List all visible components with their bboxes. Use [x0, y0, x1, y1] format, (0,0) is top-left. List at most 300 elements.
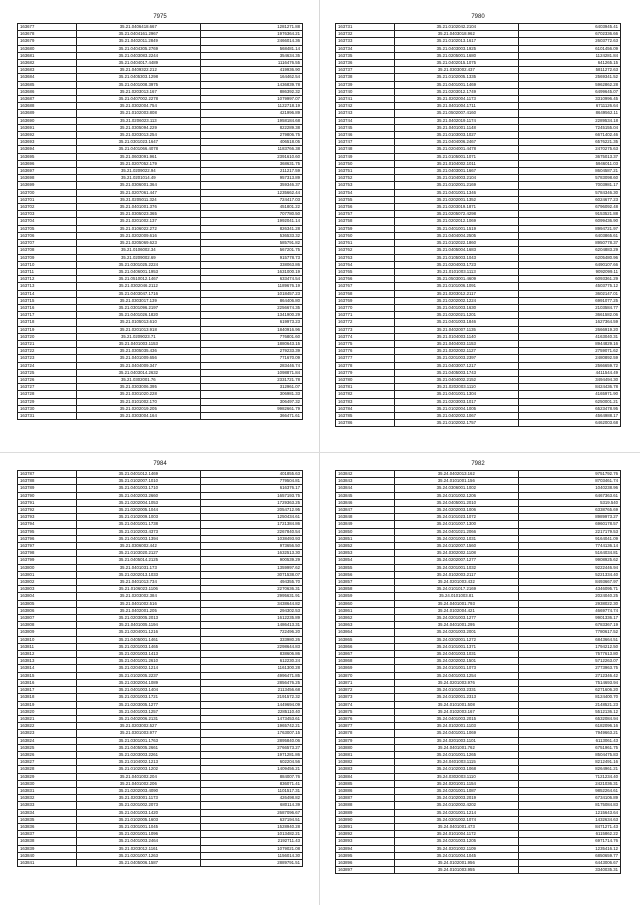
table-row: [18, 471, 303, 478]
row-id-cell: 163864: [336, 629, 395, 636]
reference-code-cell: 35.21.0201014.49: [76, 175, 200, 182]
table-row: [18, 160, 303, 167]
row-id-cell: 163844: [336, 485, 395, 492]
reference-code-cell: 35.21.0301001.1045: [76, 823, 200, 830]
reference-code-cell: 35.21.0404003.1153: [394, 340, 518, 347]
amount-cell: 1971281.86: [200, 751, 302, 758]
row-id-cell: 163701: [18, 196, 77, 203]
reference-code-cell: 35.21.0102013.1617: [394, 38, 518, 45]
reference-code-cell: 35.21.0404305.2769: [76, 45, 200, 52]
table-row: [336, 132, 621, 139]
row-id-cell: 163884: [336, 773, 395, 780]
row-id-cell: 163813: [18, 658, 77, 665]
table-row: [336, 240, 621, 247]
row-id-cell: 163822: [18, 723, 77, 730]
amount-cell: 9908925.62: [518, 557, 620, 564]
reference-code-cell: 35.21.0405003.1743: [394, 369, 518, 376]
amount-cell: 1079997.07: [200, 96, 302, 103]
table-row: [18, 376, 303, 383]
amount-cell: 838606.86: [200, 651, 302, 658]
reference-code-cell: 35.21.0402007.1135: [394, 326, 518, 333]
table-row: [18, 622, 303, 629]
table-row: [18, 67, 303, 74]
table-row: [336, 333, 621, 340]
amount-cell: 1721384.86: [200, 521, 302, 528]
amount-cell: 2895840.06: [200, 737, 302, 744]
row-id-cell: 163686: [18, 88, 77, 95]
row-id-cell: 163751: [336, 168, 395, 175]
row-id-cell: 163692: [18, 132, 77, 139]
amount-cell: 4346095.71: [518, 586, 620, 593]
reference-code-cell: 35.24.0101017.2169: [394, 586, 518, 593]
amount-cell: 2103584.77: [518, 304, 620, 311]
row-id-cell: 163746: [336, 132, 395, 139]
table-row: [336, 679, 621, 686]
table-row: [18, 45, 303, 52]
row-id-cell: 163799: [18, 557, 77, 564]
amount-cell: 6576221.35: [518, 139, 620, 146]
table-row: [18, 852, 303, 859]
data-table: [335, 470, 621, 874]
amount-cell: 7121234.40: [518, 773, 620, 780]
reference-code-cell: 35.24.0402013.162: [394, 471, 518, 478]
reference-code-cell: 35.21.0401003.2464: [76, 838, 200, 845]
reference-code-cell: 35.24.0201003.976: [394, 679, 518, 686]
table-row: [18, 550, 303, 557]
amount-cell: 900539.29: [200, 557, 302, 564]
row-id-cell: 163704: [18, 218, 77, 225]
amount-cell: 641265.15: [518, 60, 620, 67]
table-row: [18, 283, 303, 290]
amount-cell: 8504475.83: [518, 751, 620, 758]
row-id-cell: 163819: [18, 701, 77, 708]
row-id-cell: 163715: [18, 297, 77, 304]
amount-cell: 2773963.75: [518, 665, 620, 672]
amount-cell: 1627364.59: [518, 319, 620, 326]
amount-cell: 164462.54: [200, 74, 302, 81]
reference-code-cell: 35.21.0203003.1017: [394, 398, 518, 405]
table-row: [336, 297, 621, 304]
amount-cell: 279233.39: [200, 348, 302, 355]
amount-cell: 2687096.67: [200, 809, 302, 816]
panel-title: 7975: [153, 14, 167, 20]
row-id-cell: 163891: [336, 823, 395, 830]
reference-code-cell: 35.21.0202002.1224: [394, 297, 518, 304]
table-row: [336, 124, 621, 131]
amount-cell: 5221334.40: [518, 571, 620, 578]
reference-code-cell: 35.21.0202003.4090: [76, 787, 200, 794]
reference-code-cell: 35.21.0401001.1304: [394, 391, 518, 398]
reference-code-cell: 35.21.0204002.1214: [76, 665, 200, 672]
amount-cell: 915778.73: [200, 254, 302, 261]
reference-code-cell: 35.21.0404161.2967: [76, 31, 200, 38]
table-row: [18, 340, 303, 347]
table-row: [18, 521, 303, 528]
table-row: [18, 485, 303, 492]
table-row: [336, 218, 621, 225]
reference-code-cell: 35.21.0201003.1413: [76, 651, 200, 658]
row-id-cell: 163708: [18, 247, 77, 254]
reference-code-cell: 35.21.0402001.205: [76, 607, 200, 614]
amount-cell: 9222446.94: [518, 564, 620, 571]
row-id-cell: 163881: [336, 751, 395, 758]
table-row: [18, 405, 303, 412]
row-id-cell: 163818: [18, 694, 77, 701]
amount-cell: 3494494.30: [518, 376, 620, 383]
table-row: [336, 261, 621, 268]
table-row: [336, 471, 621, 478]
panel-title: 7980: [471, 14, 485, 20]
amount-cell: 6971714.76: [518, 838, 620, 845]
table-row: [336, 737, 621, 744]
row-id-cell: 163853: [336, 550, 395, 557]
row-id-cell: 163713: [18, 283, 77, 290]
row-id-cell: 163697: [18, 168, 77, 175]
amount-cell: 1432634.63: [518, 816, 620, 823]
row-id-cell: 163861: [336, 607, 395, 614]
amount-cell: 2566659.72: [518, 362, 620, 369]
table-row: [18, 586, 303, 593]
table-row: [18, 802, 303, 809]
amount-cell: 2938022.30: [518, 600, 620, 607]
row-id-cell: 163736: [336, 60, 395, 67]
amount-cell: 6024677.23: [518, 196, 620, 203]
amount-cell: 2148521.23: [518, 701, 620, 708]
amount-cell: 1281271.88: [200, 24, 302, 31]
reference-code-cell: 35.21.0202005.1044: [76, 507, 200, 514]
table-row: [336, 823, 621, 830]
table-row: [18, 730, 303, 737]
row-id-cell: 163839: [18, 845, 77, 852]
amount-cell: 312961.07: [200, 384, 302, 391]
reference-code-cell: 35.24.0202007.1277: [394, 557, 518, 564]
table-row: [18, 694, 303, 701]
reference-code-cell: 35.21.0303017.139: [76, 297, 200, 304]
row-id-cell: 163831: [18, 787, 77, 794]
reference-code-cell: 35.24.0102007.1560: [394, 543, 518, 550]
reference-code-cell: 35.24.0201002.1031: [394, 535, 518, 542]
row-id-cell: 163747: [336, 139, 395, 146]
table-row: [336, 687, 621, 694]
row-id-cell: 163731: [336, 24, 395, 31]
row-id-cell: 163893: [336, 838, 395, 845]
reference-code-cell: 35.21.0302004.754: [76, 103, 200, 110]
table-row: [18, 507, 303, 514]
amount-cell: 6467363.61: [518, 492, 620, 499]
table-row: [336, 672, 621, 679]
row-id-cell: 163740: [336, 88, 395, 95]
row-id-cell: 163803: [18, 586, 77, 593]
amount-cell: 7003981.17: [518, 182, 620, 189]
row-id-cell: 163681: [18, 52, 77, 59]
reference-code-cell: 35.24.0201003.2001: [394, 629, 518, 636]
table-row: [18, 859, 303, 866]
table-row: [336, 600, 621, 607]
row-id-cell: 163786: [336, 420, 395, 427]
amount-cell: 1436839.78: [200, 81, 302, 88]
table-row: [336, 528, 621, 535]
table-row: [336, 24, 621, 31]
reference-code-cell: 35.21.0202013.1033: [76, 571, 200, 578]
amount-cell: 826341.28: [200, 225, 302, 232]
row-id-cell: 163714: [18, 290, 77, 297]
row-id-cell: 163860: [336, 600, 395, 607]
reference-code-cell: 35.21.0401004.1711: [394, 103, 518, 110]
amount-cell: 2759071.62: [518, 348, 620, 355]
row-id-cell: 163817: [18, 687, 77, 694]
reference-code-cell: 35.21.0201003.2397: [394, 355, 518, 362]
table-row: [18, 514, 303, 521]
table-row: [18, 38, 303, 45]
amount-cell: 9982661.79: [200, 405, 302, 412]
row-id-cell: 163693: [18, 139, 77, 146]
amount-cell: 6671402.46: [518, 132, 620, 139]
row-id-cell: 163855: [336, 564, 395, 571]
amount-cell: 306497.32: [200, 398, 302, 405]
table-row: [336, 67, 621, 74]
table-row: [336, 81, 621, 88]
reference-code-cell: 35.21.0102007.1010: [76, 478, 200, 485]
reference-code-cell: 35.24.0202001.1272: [394, 636, 518, 643]
row-id-cell: 163728: [18, 391, 77, 398]
row-id-cell: 163810: [18, 636, 77, 643]
amount-cell: 5962862.28: [518, 81, 620, 88]
table-row: [18, 290, 303, 297]
row-id-cell: 163821: [18, 715, 77, 722]
table-row: [18, 780, 303, 787]
amount-cell: 6490107.66: [518, 261, 620, 268]
table-row: [18, 74, 303, 81]
reference-code-cell: 35.21.0202019.205: [76, 405, 200, 412]
table-row: [18, 103, 303, 110]
row-id-cell: 163679: [18, 38, 77, 45]
amount-cell: 211217.59: [200, 168, 302, 175]
reference-code-cell: 35.21.0207052.179: [76, 160, 200, 167]
row-id-cell: 163843: [336, 478, 395, 485]
amount-cell: 2267840.54: [200, 528, 302, 535]
row-id-cell: 163894: [336, 845, 395, 852]
row-id-cell: 163807: [18, 615, 77, 622]
reference-code-cell: 35.21.0105003.1043: [394, 254, 518, 261]
table-row: [336, 362, 621, 369]
amount-cell: 2995631.91: [200, 593, 302, 600]
row-id-cell: 163889: [336, 809, 395, 816]
reference-code-cell: 35.21.0401001.376: [76, 204, 200, 211]
amount-cell: 1235662.44: [200, 189, 302, 196]
amount-cell: 1486413.31: [200, 622, 302, 629]
reference-code-cell: 35.21.0201007.1263: [76, 852, 200, 859]
amount-cell: 2603772.63: [518, 38, 620, 45]
amount-cell: 567201.75: [200, 247, 302, 254]
amount-cell: 1632513.30: [200, 550, 302, 557]
reference-code-cell: 35.21.0202012.1069: [394, 218, 518, 225]
reference-code-cell: 35.21.0405303.1298: [76, 74, 200, 81]
row-id-cell: 163785: [336, 412, 395, 419]
row-id-cell: 163784: [336, 405, 395, 412]
table-row: [336, 795, 621, 802]
reference-code-cell: 35.21.0301020.228: [76, 391, 200, 398]
amount-cell: 4411544.49: [518, 369, 620, 376]
row-id-cell: 163857: [336, 579, 395, 586]
row-id-cell: 163770: [336, 304, 395, 311]
row-id-cell: 163724: [18, 362, 77, 369]
row-id-cell: 163826: [18, 751, 77, 758]
reference-code-cell: 35.21.0403083.2244: [76, 52, 200, 59]
row-id-cell: 163856: [336, 571, 395, 578]
table-row: [18, 24, 303, 31]
row-id-cell: 163744: [336, 117, 395, 124]
amount-cell: 6271606.20: [518, 687, 620, 694]
reference-code-cell: 35.24.0201002.1109: [394, 845, 518, 852]
row-id-cell: 163825: [18, 744, 77, 751]
reference-code-cell: 35.24.0401003.1115: [394, 759, 518, 766]
table-row: [18, 701, 303, 708]
amount-cell: 1038493.93: [200, 535, 302, 542]
row-id-cell: 163848: [336, 514, 395, 521]
reference-code-cell: 35.24.0101004.1045: [394, 852, 518, 859]
table-row: [336, 766, 621, 773]
row-id-cell: 163696: [18, 160, 77, 167]
reference-code-cell: 35.21.0207061.447: [76, 189, 200, 196]
amount-cell: 5512136.12: [518, 708, 620, 715]
table-row: [336, 276, 621, 283]
amount-cell: 836071.41: [200, 780, 302, 787]
reference-code-cell: 35.21.0201001.1096: [76, 831, 200, 838]
reference-code-cell: 35.21.0102003.1202: [76, 766, 200, 773]
reference-code-cell: 35.21.0403001.1667: [394, 168, 518, 175]
row-id-cell: 163757: [336, 211, 395, 218]
amount-cell: 6960178.57: [518, 521, 620, 528]
table-row: [18, 304, 303, 311]
reference-code-cell: 35.21.0205001.1680: [394, 52, 518, 59]
row-id-cell: 163700: [18, 189, 77, 196]
amount-cell: 3661582.06: [518, 312, 620, 319]
table-row: [336, 326, 621, 333]
reference-code-cell: 35.21.0401026.1820: [76, 312, 200, 319]
row-id-cell: 163721: [18, 340, 77, 347]
row-id-cell: 163703: [18, 211, 77, 218]
amount-cell: 886392.32: [200, 88, 302, 95]
amount-cell: 333980.26: [200, 636, 302, 643]
reference-code-cell: 35.24.0101001.1265: [394, 751, 518, 758]
reference-code-cell: 35.21.0302001.76: [76, 376, 200, 383]
amount-cell: 2480892.59: [518, 355, 620, 362]
row-id-cell: 163892: [336, 831, 395, 838]
amount-cell: 6523478.95: [518, 405, 620, 412]
row-id-cell: 163729: [18, 398, 77, 405]
reference-code-cell: 35.21.0209022.94: [76, 168, 200, 175]
amount-cell: 3675013.37: [518, 153, 620, 160]
amount-cell: 1409456.21: [200, 766, 302, 773]
row-id-cell: 163726: [18, 376, 77, 383]
reference-code-cell: 35.21.0603091.961: [76, 153, 200, 160]
row-id-cell: 163836: [18, 823, 77, 830]
row-id-cell: 163824: [18, 737, 77, 744]
reference-code-cell: 35.21.0202003.1110: [394, 384, 518, 391]
table-row: [336, 304, 621, 311]
reference-code-cell: 35.21.0206023.113: [76, 117, 200, 124]
table-row: [18, 261, 303, 268]
reference-code-cell: 35.21.0401001.1519: [394, 225, 518, 232]
row-id-cell: 163763: [336, 254, 395, 261]
page-fold-horizontal: [0, 452, 640, 453]
amount-cell: 1729363.25: [200, 499, 302, 506]
amount-cell: 6113061.43: [518, 737, 620, 744]
amount-cell: 9164041.09: [518, 535, 620, 542]
row-id-cell: 163680: [18, 45, 77, 52]
reference-code-cell: 35.21.0402019.1174: [394, 117, 518, 124]
reference-code-cell: 35.21.0401066.4078: [76, 146, 200, 153]
amount-cell: 4165971.90: [518, 391, 620, 398]
reference-code-cell: 35.24.0201003.432: [394, 579, 518, 586]
reference-code-cell: 35.21.0404006.2467: [394, 139, 518, 146]
row-id-cell: 163809: [18, 629, 77, 636]
table-row: [18, 629, 303, 636]
row-id-cell: 163873: [336, 694, 395, 701]
table-row: [18, 579, 303, 586]
amount-cell: 1840916.96: [200, 326, 302, 333]
row-id-cell: 163694: [18, 146, 77, 153]
amount-cell: 1958184.68: [200, 117, 302, 124]
row-id-cell: 163765: [336, 268, 395, 275]
reference-code-cell: 35.21.0202004.1053: [76, 499, 200, 506]
table-row: [18, 225, 303, 232]
row-id-cell: 163879: [336, 737, 395, 744]
row-id-cell: 163876: [336, 715, 395, 722]
amount-cell: 4163040.31: [518, 333, 620, 340]
amount-cell: 680114.39: [200, 802, 302, 809]
reference-code-cell: 35.21.0101003.1113: [394, 268, 518, 275]
table-row: [336, 485, 621, 492]
row-id-cell: 163865: [336, 636, 395, 643]
row-id-cell: 163762: [336, 247, 395, 254]
amount-cell: 1101517.31: [200, 787, 302, 794]
row-id-cell: 163775: [336, 340, 395, 347]
reference-code-cell: 35.21.0203001.1173: [76, 795, 200, 802]
table-row: [336, 759, 621, 766]
row-id-cell: 163779: [336, 369, 395, 376]
reference-code-cell: 35.21.0201003.1465: [76, 643, 200, 650]
row-id-cell: 163872: [336, 687, 395, 694]
amount-cell: 6702336.66: [518, 31, 620, 38]
amount-cell: 7744136.14: [518, 543, 620, 550]
amount-cell: 6532084.94: [518, 715, 620, 722]
table-row: [336, 816, 621, 823]
table-row: [18, 795, 303, 802]
row-id-cell: 163688: [18, 103, 77, 110]
amount-cell: 8124400.70: [518, 694, 620, 701]
reference-code-cell: 35.24.0302002.1108: [394, 550, 518, 557]
row-id-cell: 163801: [18, 571, 77, 578]
amount-cell: 6499645.07: [518, 88, 620, 95]
row-id-cell: 163815: [18, 672, 77, 679]
reference-code-cell: 35.21.0306002.442: [76, 543, 200, 550]
amount-cell: 5946011.03: [518, 160, 620, 167]
row-id-cell: 163682: [18, 60, 77, 67]
amount-cell: 724417.03: [200, 196, 302, 203]
row-id-cell: 163766: [336, 276, 395, 283]
row-id-cell: 163795: [18, 528, 77, 535]
panel-title: 7982: [471, 461, 485, 467]
table-row: [336, 564, 621, 571]
amount-cell: 4996471.85: [200, 672, 302, 679]
reference-code-cell: 35.21.0401003.1257: [76, 708, 200, 715]
reference-code-cell: 35.21.0401008.3975: [76, 81, 200, 88]
reference-code-cell: 35.21.0405006.1587: [76, 859, 200, 866]
table-row: [336, 492, 621, 499]
reference-code-cell: 35.21.0202001.1352: [394, 196, 518, 203]
reference-code-cell: 35.21.0401003.1394: [76, 535, 200, 542]
